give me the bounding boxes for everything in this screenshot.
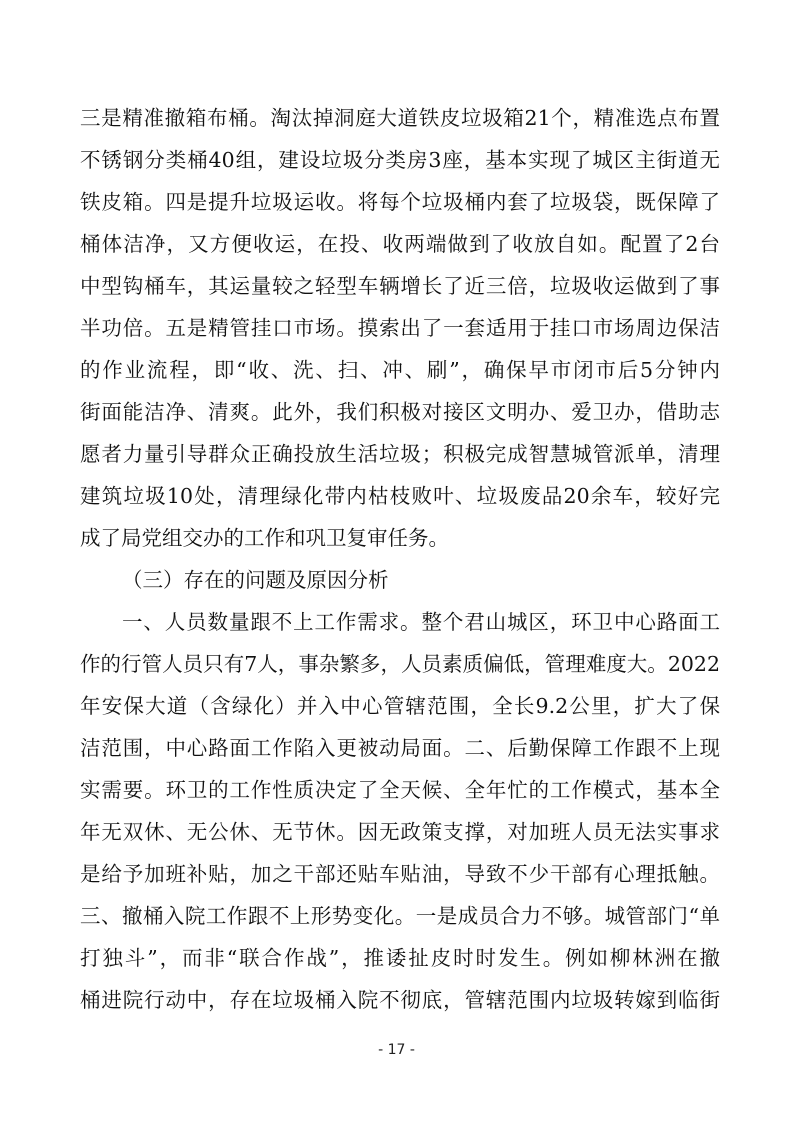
body-line-5: 中型钩桶车，其运量较之轻型车辆增长了近三倍，垃圾收运做到了事 xyxy=(80,273,720,298)
body-line-3: 铁皮箱。四是提升垃圾运收。将每个垃圾桶内套了垃圾袋，既保障了 xyxy=(80,189,720,214)
body-line-1: 三是精准撤箱布桶。淘汰掉洞庭大道铁皮垃圾箱21个，精准选点布置 xyxy=(80,106,720,130)
body-line-8: 街面能洁净、清爽。此外，我们积极对接区文明办、爱卫办，借助志 xyxy=(80,399,720,424)
body-line-19: 是给予加班补贴，加之干部还贴车贴油，导致不少干部有心理抵触。 xyxy=(80,861,720,886)
body-line-2: 不锈钢分类桶40组，建设垃圾分类房3座，基本实现了城区主街道无 xyxy=(80,147,720,172)
body-line-13: 一、人员数量跟不上工作需求。整个君山城区，环卫中心路面工 xyxy=(122,609,720,634)
body-line-15: 年安保大道（含绿化）并入中心管辖范围，全长9.2公里，扩大了保 xyxy=(80,693,720,718)
body-line-4: 桶体洁净，又方便收运，在投、收两端做到了收放自如。配置了2台 xyxy=(80,231,720,256)
body-line-21: 打独斗”，而非“联合作战”，推诿扯皮时时发生。例如柳林洲在撤 xyxy=(80,945,720,970)
body-line-18: 年无双休、无公休、无节休。因无政策支撑，对加班人员无法实事求 xyxy=(80,819,720,844)
body-line-16: 洁范围，中心路面工作陷入更被动局面。二、后勤保障工作跟不上现 xyxy=(80,735,720,760)
body-line-14: 作的行管人员只有7人，事杂繁多，人员素质偏低，管理难度大。2022 xyxy=(80,651,720,676)
body-line-7: 的作业流程，即“收、洗、扫、冲、刷”，确保早市闭市后5分钟内 xyxy=(80,357,720,382)
body-line-20: 三、撤桶入院工作跟不上形势变化。一是成员合力不够。城管部门“单 xyxy=(80,903,720,928)
body-line-10: 建筑垃圾10处，清理绿化带内枯枝败叶、垃圾废品20余车，较好完 xyxy=(80,483,720,508)
body-line-6: 半功倍。五是精管挂口市场。摸索出了一套适用于挂口市场周边保洁 xyxy=(80,315,720,340)
body-line-11: 成了局党组交办的工作和巩卫复审任务。 xyxy=(80,525,449,550)
section-heading: （三）存在的问题及原因分析 xyxy=(122,567,389,592)
page-number: - 17 - xyxy=(378,1042,415,1058)
body-line-22: 桶进院行动中，存在垃圾桶入院不彻底，管辖范围内垃圾转嫁到临街 xyxy=(80,987,720,1012)
body-line-17: 实需要。环卫的工作性质决定了全天候、全年忙的工作模式，基本全 xyxy=(80,777,720,802)
body-line-9: 愿者力量引导群众正确投放生活垃圾；积极完成智慧城管派单，清理 xyxy=(80,441,720,466)
